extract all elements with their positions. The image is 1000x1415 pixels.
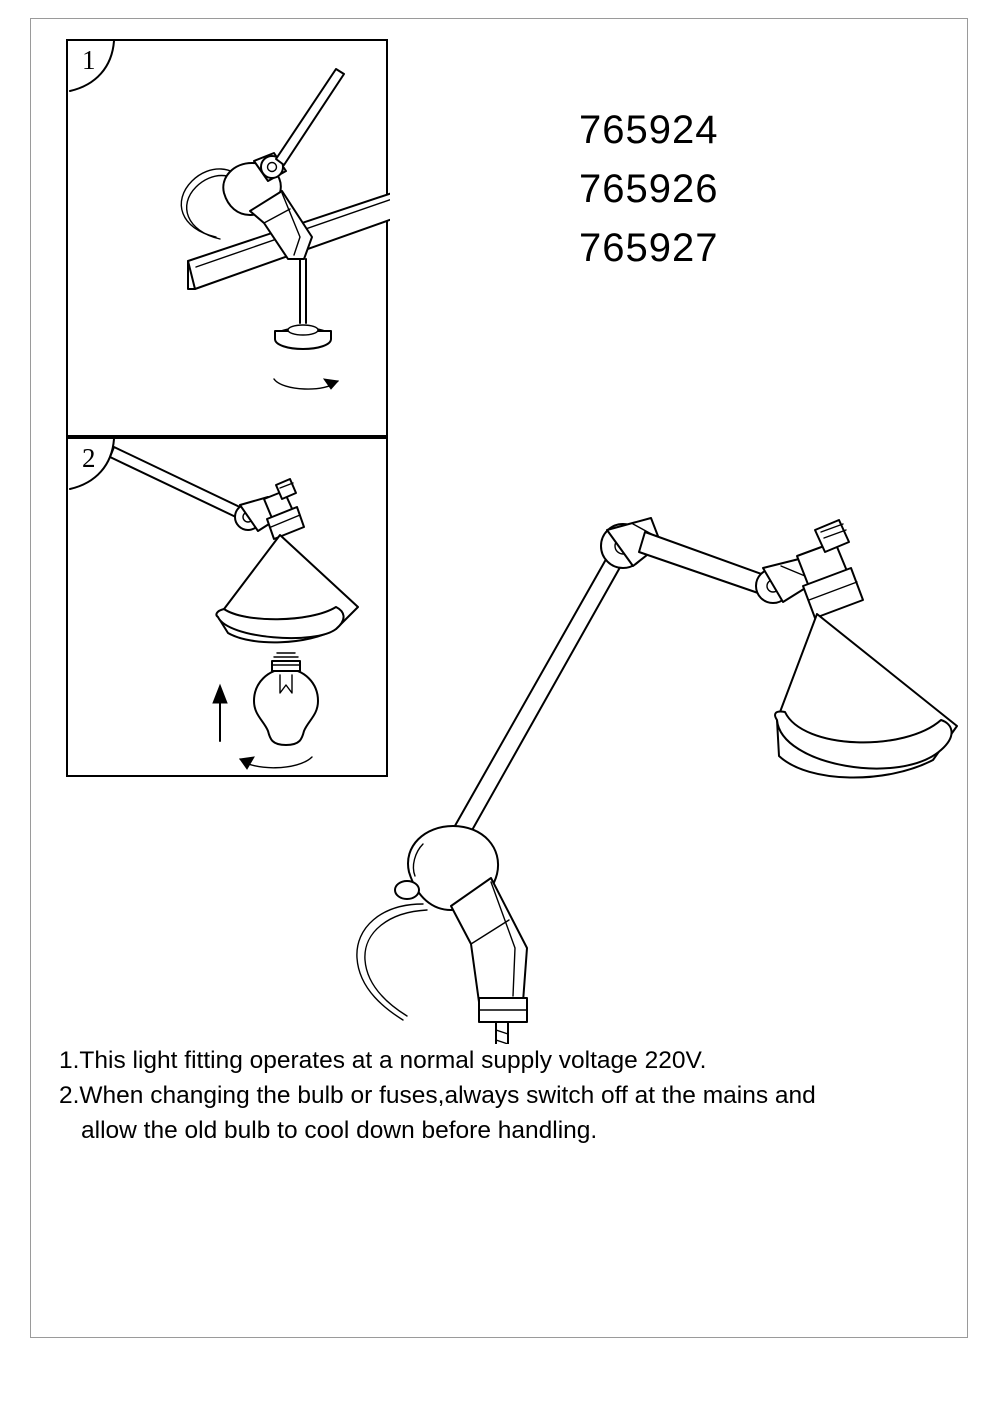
step-2-number: 2 [82, 443, 96, 473]
main-lamp-illustration [311, 474, 971, 1044]
note-line-1: 1.This light fitting operates at a normal supply voltage 220V. [59, 1047, 707, 1074]
model-number-2: 765926 [579, 167, 719, 212]
instruction-sheet-page [30, 18, 968, 1338]
step-1-illustration [68, 41, 390, 439]
note-line-3: allow the old bulb to cool down before handling. [81, 1116, 598, 1144]
model-number-1: 765924 [579, 108, 719, 152]
step-1-panel [66, 39, 388, 437]
step-1-number: 1 [82, 45, 96, 75]
model-number-list [579, 101, 718, 279]
model-number-3: 765927 [579, 226, 719, 271]
safety-notes [59, 1044, 939, 1148]
bulb-icon [254, 653, 318, 745]
note-line-2: 2.When changing the bulb or fuses,always switch off at the mains and [59, 1081, 816, 1109]
